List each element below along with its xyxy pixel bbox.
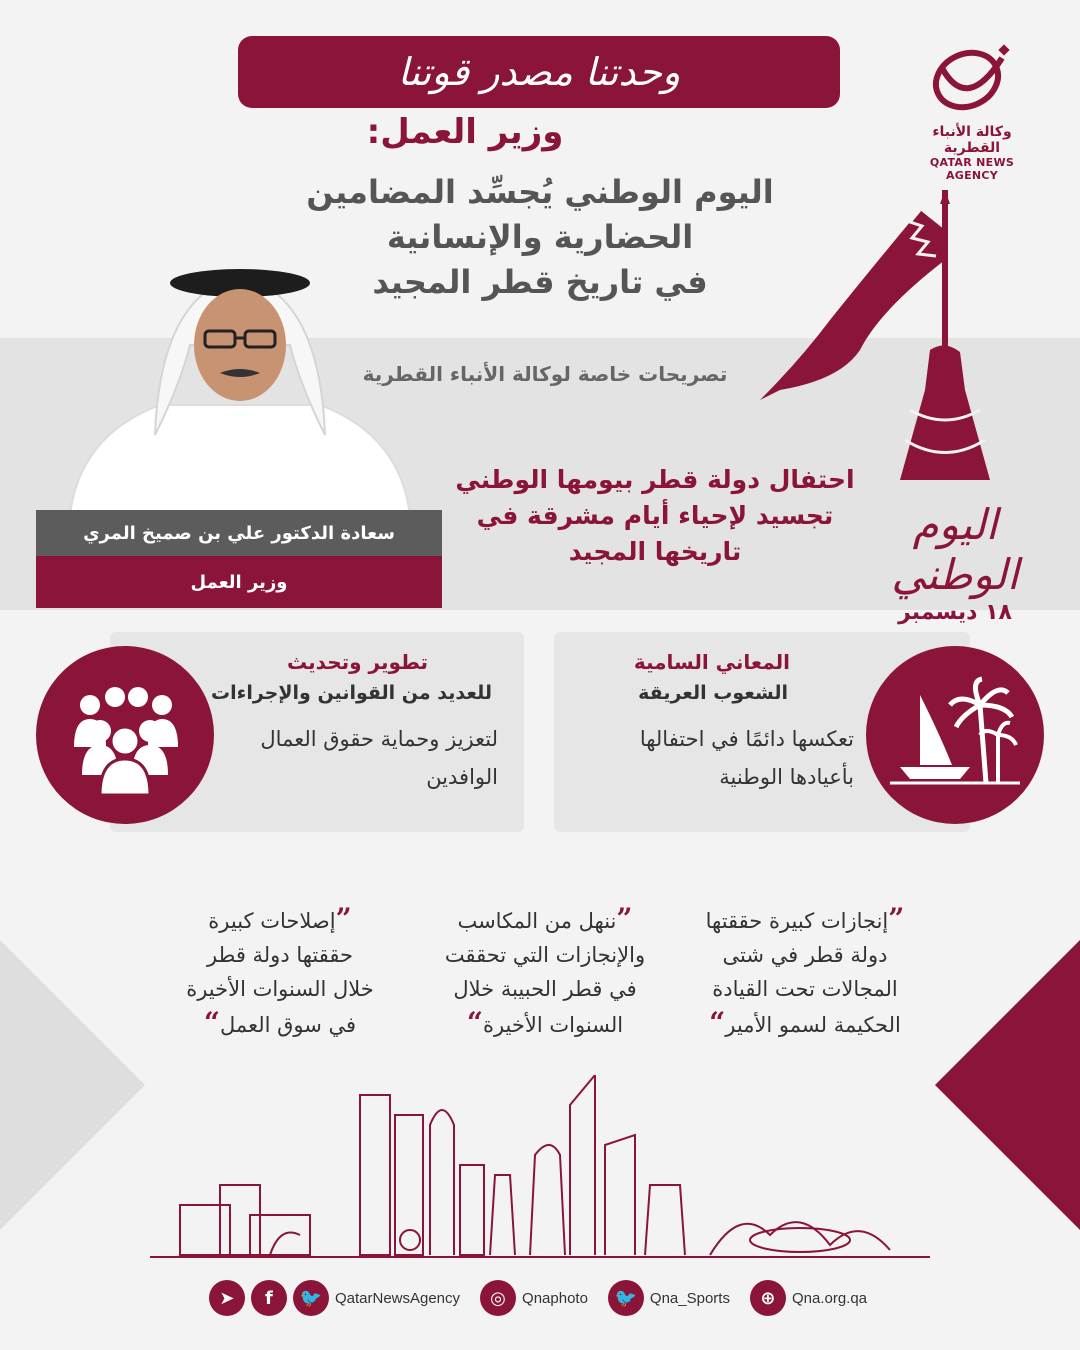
person-name: سعادة الدكتور علي بن صميخ المري	[83, 522, 395, 544]
quote-line: المجالات تحت القيادة	[712, 977, 898, 1001]
qna-logo-icon	[922, 38, 1022, 118]
minister-portrait	[60, 235, 420, 515]
logo-arabic-name: وكالة الأنباء القطرية	[932, 124, 1012, 156]
quote-line: حققتها دولة قطر	[207, 943, 353, 967]
quote-open-mark: ”	[335, 902, 352, 935]
statement-line-3: تاريخها المجيد	[568, 537, 742, 566]
quote-line: دولة قطر في شتى	[722, 943, 888, 967]
doha-skyline-illustration	[150, 1075, 930, 1265]
website-label[interactable]: Qna.org.qa	[791, 1289, 868, 1307]
headline-line-1: اليوم الوطني يُجسِّد المضامين	[306, 173, 774, 211]
person-role: وزير العمل	[190, 571, 288, 593]
person-role-bar	[36, 556, 442, 608]
instagram-icon[interactable]: ◎	[480, 1280, 516, 1316]
people-group-icon	[36, 646, 214, 824]
social-account-label[interactable]: QatarNewsAgency	[334, 1289, 461, 1307]
social-account-label[interactable]: Qnaphoto	[522, 1289, 588, 1307]
quote-line: في سوق العمل	[220, 1013, 357, 1037]
card-subtitle: الشعوب العريقة	[638, 682, 788, 704]
quote-open-mark: ”	[888, 902, 905, 935]
quote-reforms	[160, 902, 400, 1042]
quote-line: إصلاحات كبيرة	[208, 909, 336, 933]
statement-label: تصريحات خاصة لوكالة الأنباء القطرية	[362, 362, 728, 386]
card-body-line-1: لتعزيز وحماية حقوق العمال	[260, 727, 498, 751]
twitter-icon[interactable]: 🐦	[608, 1280, 644, 1316]
quote-line: ننهل من المكاسب	[457, 909, 617, 933]
quote-gains	[420, 902, 670, 1042]
decor-triangle-left	[0, 940, 145, 1230]
person-name-bar	[36, 510, 442, 556]
card-subtitle: للعديد من القوانين والإجراءات	[211, 682, 492, 704]
card-title: تطوير وتحديث	[286, 650, 428, 674]
decor-triangle-right	[935, 940, 1080, 1230]
quote-line: والإنجازات التي تحققت	[444, 943, 646, 967]
social-footer	[220, 1278, 870, 1318]
quote-line: إنجازات كبيرة حققتها	[705, 909, 889, 933]
globe-icon[interactable]: ⊕	[750, 1280, 786, 1316]
telegram-icon[interactable]: ➤	[209, 1280, 245, 1316]
statement-line-1: احتفال دولة قطر بيومها الوطني	[455, 465, 855, 494]
qna-logo[interactable]	[902, 38, 1042, 182]
slogan-banner	[238, 36, 840, 108]
quote-close-mark: “	[466, 1006, 483, 1039]
social-account-label[interactable]: Qna_Sports	[649, 1289, 730, 1307]
quote-line: في قطر الحبيبة خلال	[453, 977, 637, 1001]
card-body-line-2: بأعيادها الوطنية	[719, 765, 854, 789]
facebook-icon[interactable]: f	[251, 1280, 287, 1316]
headline-line-3: في تاريخ قطر المجيد	[372, 263, 708, 301]
card-title: المعاني السامية	[633, 650, 790, 674]
statement-main	[440, 462, 870, 570]
headline-line-2: الحضارية والإنسانية	[386, 218, 694, 256]
card-body	[260, 720, 498, 796]
national-day-title: اليوم الوطني	[891, 500, 1019, 599]
twitter-icon[interactable]: 🐦	[293, 1280, 329, 1316]
quote-achievements	[680, 902, 930, 1042]
national-day-date: ١٨ ديسمبر	[898, 600, 1012, 625]
quote-line: السنوات الأخيرة	[482, 1013, 624, 1037]
quote-line: خلال السنوات الأخيرة	[186, 977, 374, 1001]
minister-heading: وزير العمل:	[366, 112, 564, 152]
quote-close-mark: “	[203, 1006, 221, 1039]
quote-open-mark: ”	[616, 902, 633, 935]
card-body	[640, 720, 854, 796]
dhow-palm-icon	[866, 646, 1044, 824]
slogan-text: وحدتنا مصدر قوتنا	[397, 50, 681, 94]
card-body-line-1: تعكسها دائمًا في احتفالها	[639, 727, 854, 751]
statement-line-2: تجسيد لإحياء أيام مشرقة في	[476, 501, 834, 530]
card-body-line-2: الوافدين	[426, 765, 498, 789]
quote-line: الحكيمة لسمو الأمير	[725, 1013, 901, 1037]
quote-close-mark: “	[709, 1006, 726, 1039]
national-day-badge	[870, 500, 1040, 625]
logo-english-name: QATAR NEWS AGENCY	[929, 156, 1015, 182]
